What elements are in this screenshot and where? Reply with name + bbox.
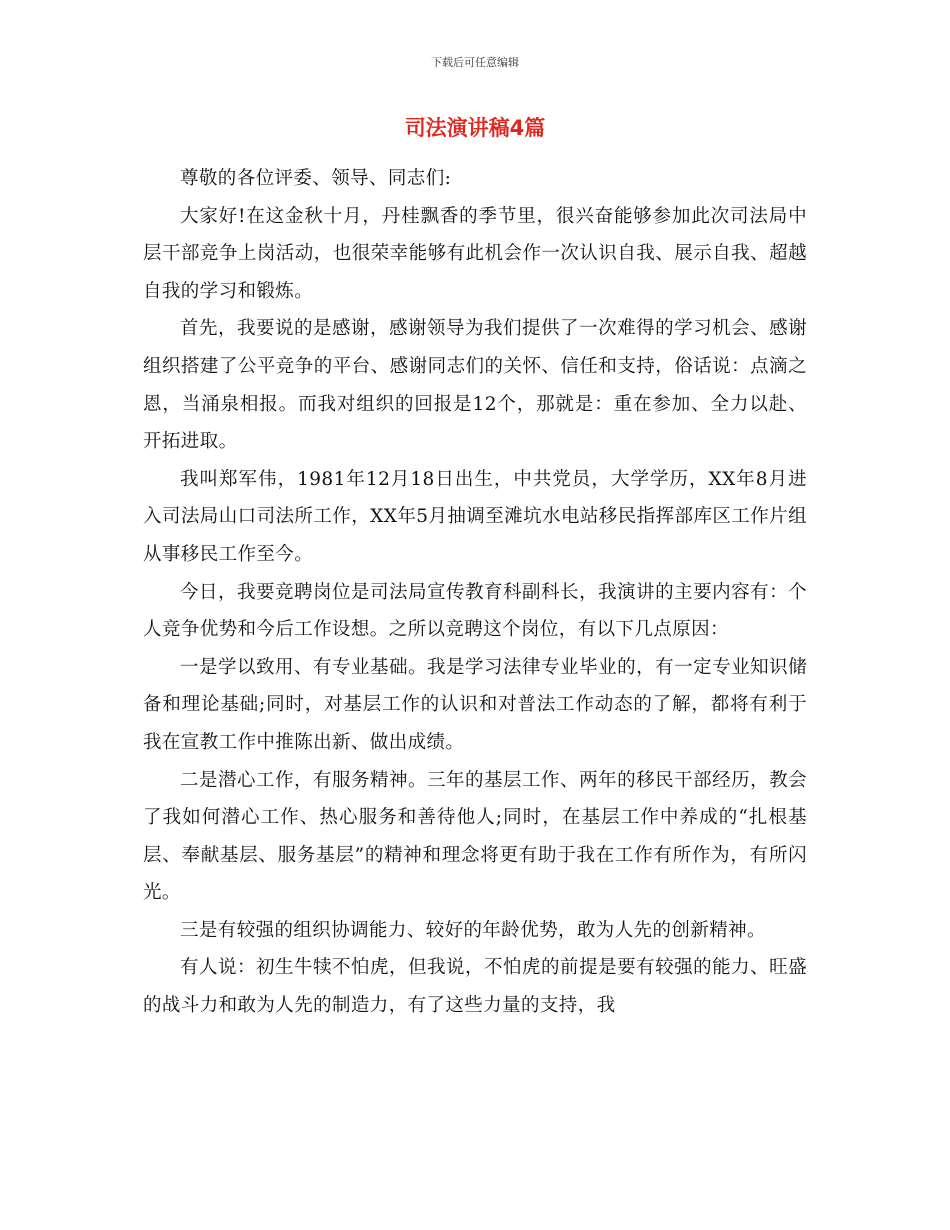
paragraph-closing: 有人说：初生牛犊不怕虎，但我说，不怕虎的前提是要有较强的能力、旺盛的战斗力和敢为人先的制造力，有了这些力量的支持，我 bbox=[143, 957, 807, 1017]
paragraph-reason-1: 一是学以致用、有专业基础。我是学习法律专业毕业的，有一定专业知识储备和理论基础;同时，对基层工作的认识和对普法工作动态的了解，都将有利于我在宣教工作中推陈出新、做出成绩。 bbox=[143, 656, 807, 753]
paragraph-position: 今日，我要竞聘岗位是司法局宣传教育科副科长，我演讲的主要内容有：个人竞争优势和今后工作设想。之所以竞聘这个岗位，有以下几点原因： bbox=[143, 581, 807, 641]
paragraph-salutation: 尊敬的各位评委、领导、同志们: bbox=[180, 168, 452, 189]
paragraph-reason-2: 二是潜心工作，有服务精神。三年的基层工作、两年的移民干部经历，教会了我如何潜心工作、热心服务和善待他人;同时，在基层工作中养成的“扎根基层、奉献基层、服务基层”的精神和理念将更有助于我在工作有所作为，有所闪光。 bbox=[143, 769, 807, 904]
document-body bbox=[143, 160, 807, 1025]
paragraph-thanks: 首先，我要说的是感谢，感谢领导为我们提供了一次难得的学习机会、感谢组织搭建了公平竞争的平台、感谢同志们的关怀、信任和支持，俗话说：点滴之恩，当涌泉相报。而我对组织的回报是12个，那就是：重在参加、全力以赴、开拓进取。 bbox=[143, 318, 807, 453]
header-note: 下载后可任意编辑 bbox=[431, 56, 519, 69]
paragraph-self-intro: 我叫郑军伟，1981年12月18日出生，中共党员，大学学历，XX年8月进入司法局山口司法所工作，XX年5月抽调至滩坑水电站移民指挥部库区工作片组从事移民工作至今。 bbox=[143, 468, 807, 565]
paragraph-reason-3: 三是有较强的组织协调能力、较好的年龄优势，敢为人先的创新精神。 bbox=[180, 919, 766, 941]
paragraph-greeting: 大家好!在这金秋十月，丹桂飘香的季节里，很兴奋能够参加此次司法局中层干部竞争上岗活动，也很荣幸能够有此机会作一次认识自我、展示自我、超越自我的学习和锻炼。 bbox=[143, 205, 807, 302]
document-title: 司法演讲稿4篇 bbox=[404, 116, 546, 140]
